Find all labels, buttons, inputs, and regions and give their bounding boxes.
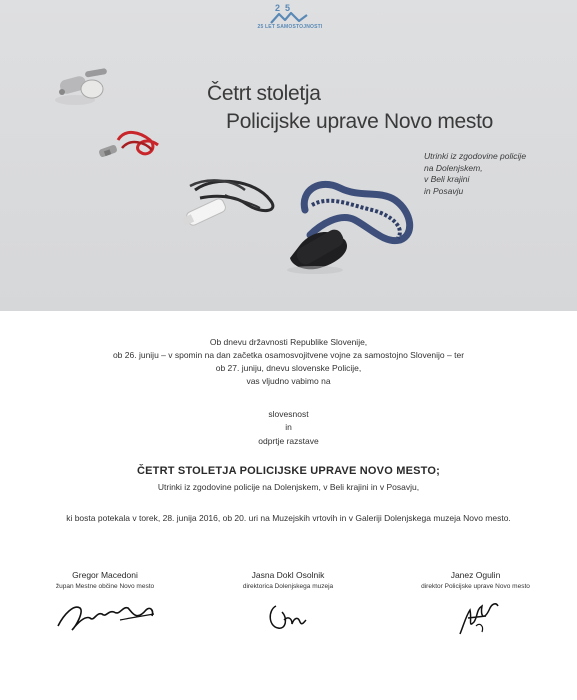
event-line: slovesnost — [268, 409, 309, 419]
signatory-name: Janez Ogulin — [450, 570, 501, 580]
hero-subtitle-line: v Beli krajini — [424, 174, 470, 184]
mountain-logo-icon — [269, 11, 309, 25]
hero-banner — [0, 0, 577, 311]
event-line: in — [285, 422, 292, 432]
signatory-role: župan Mestne občine Novo mesto — [55, 583, 155, 590]
signatory-name: Gregor Macedoni — [72, 570, 138, 580]
event-details: ki bosta potekala v torek, 28. junija 2016, ob 20. uri na Muzejskih vrtovih in v Galeriji Dolenjskega muzeja Novo mesto. — [66, 513, 511, 523]
exhibition-title: ČETRT STOLETJA POLICIJSKE UPRAVE NOVO MESTO; — [137, 465, 440, 477]
signatory-name: Jasna Dokl Osolnik — [251, 570, 325, 580]
event-line: odprtje razstave — [258, 436, 319, 446]
signatory-role: direktorica Dolenjskega muzeja — [242, 583, 334, 590]
signatory-role: direktor Policijske uprave Novo mesto — [421, 583, 530, 590]
logo-text: 25 LET SAMOSTOJNOSTI — [257, 24, 323, 30]
hero-subtitle-line: na Dolenjskem, — [424, 162, 483, 173]
hero-subtitle-line: in Posavju — [424, 185, 464, 196]
exhibition-subtitle: Utrinki iz zgodovine policije na Dolenjskem, v Beli krajini in v Posavju, — [157, 482, 420, 492]
logo-number: 25 — [275, 3, 296, 13]
anniversary-logo — [255, 3, 325, 35]
signatory-2 — [228, 570, 348, 636]
signatory-3 — [408, 570, 543, 640]
invitation-line: vas vljudno vabimo na — [246, 376, 331, 386]
hero-subtitle — [424, 151, 526, 197]
hero-title-line2: Policijske uprave Novo mesto — [226, 110, 494, 133]
hero-subtitle-line: Utrinki iz zgodovine policije — [424, 151, 527, 161]
invitation-line: ob 26. juniju – v spomin na dan začetka osamosvojitvene vojne za samostojno Slovenijo – ter — [112, 350, 465, 360]
signature-osolnik-icon — [258, 596, 318, 636]
hero-title-line1: Četrt stoletja — [207, 82, 321, 105]
invitation-line: Ob dnevu državnosti Republike Slovenije, — [209, 337, 368, 347]
whistle-black-icon — [287, 184, 410, 274]
whistle-white-icon — [182, 180, 273, 226]
signatory-1 — [40, 570, 170, 636]
invitation-line: ob 27. juniju, dnevu slovenske Policije, — [215, 363, 362, 373]
whistle-red-cord-icon — [98, 132, 158, 157]
signature-macedoni-icon — [50, 596, 160, 636]
whistle-small-icon — [55, 68, 107, 105]
signature-ogulin-icon — [446, 596, 506, 640]
